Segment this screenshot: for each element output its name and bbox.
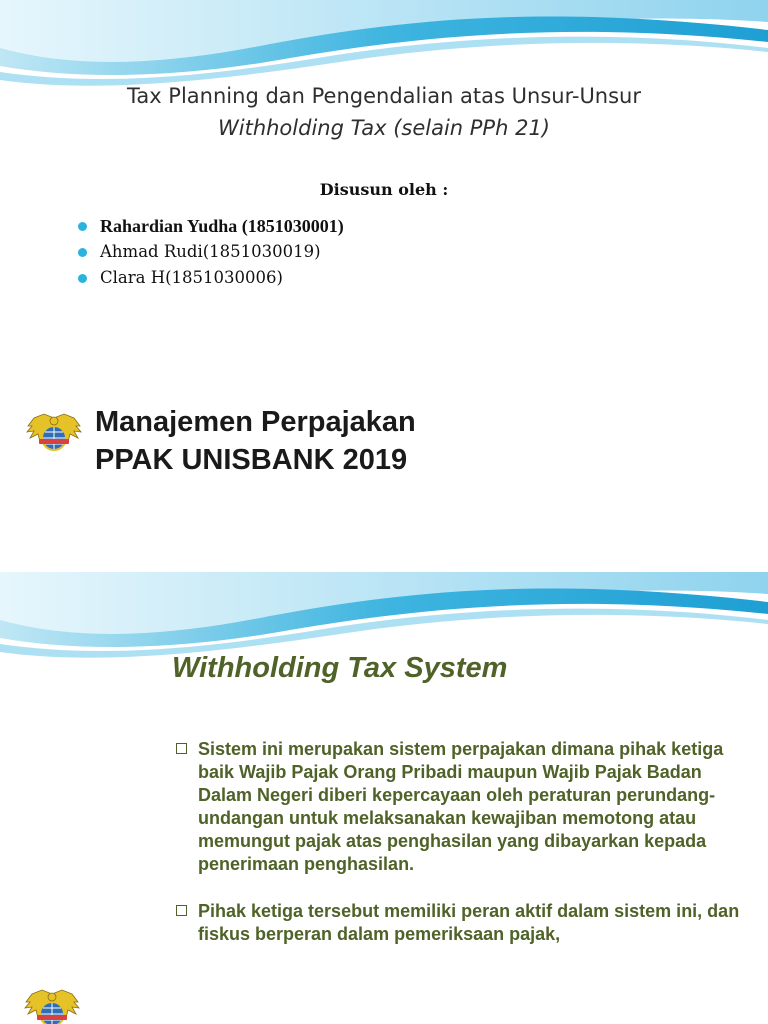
author-name: Rahardian Yudha (1851030001) [100,216,344,236]
square-bullet-icon [176,905,187,916]
circle-bullet-icon [78,222,87,231]
list-item [78,213,344,239]
slide-2 [0,560,768,1024]
list-item [176,900,748,946]
point-text: Pihak ketiga tersebut memiliki peran aktif dalam sistem ini, dan fiskus berperan dalam pemeriksaan pajak, [198,901,740,944]
slide-title-line-1: Tax Planning dan Pengendalian atas Unsur-Unsur [126,84,642,108]
org-title-line-2: PPAK UNISBANK 2019 [95,444,408,476]
square-bullet-icon [176,743,187,754]
list-item [176,738,748,876]
author-name: Ahmad Rudi(1851030019) [100,242,321,261]
eagle-emblem-icon [26,412,82,458]
list-item [78,239,344,265]
org-title-line-1: Manajemen Perpajakan [95,406,416,438]
list-item [78,265,344,291]
slide-title: Withholding Tax System [172,652,508,684]
eagle-emblem-icon [24,988,80,1024]
circle-bullet-icon [78,274,87,283]
point-text: Sistem ini merupakan sistem perpajakan dimana pihak ketiga baik Wajib Pajak Orang Pribadi maupun Wajib Pajak Badan Dalam Negeri diberi kepercayaan oleh peraturan perundang- undangan untuk melaksanakan kewajiban memotong atau memungut pajak atas penghasilan yang dibayarkan kepada penerimaan penghasilan. [198,739,724,874]
authors-list [78,213,344,291]
slide-title-line-2: Withholding Tax (selain PPh 21) [217,116,550,140]
authors-heading: Disusun oleh : [319,180,449,199]
circle-bullet-icon [78,248,87,257]
author-name: Clara H(1851030006) [100,268,283,287]
